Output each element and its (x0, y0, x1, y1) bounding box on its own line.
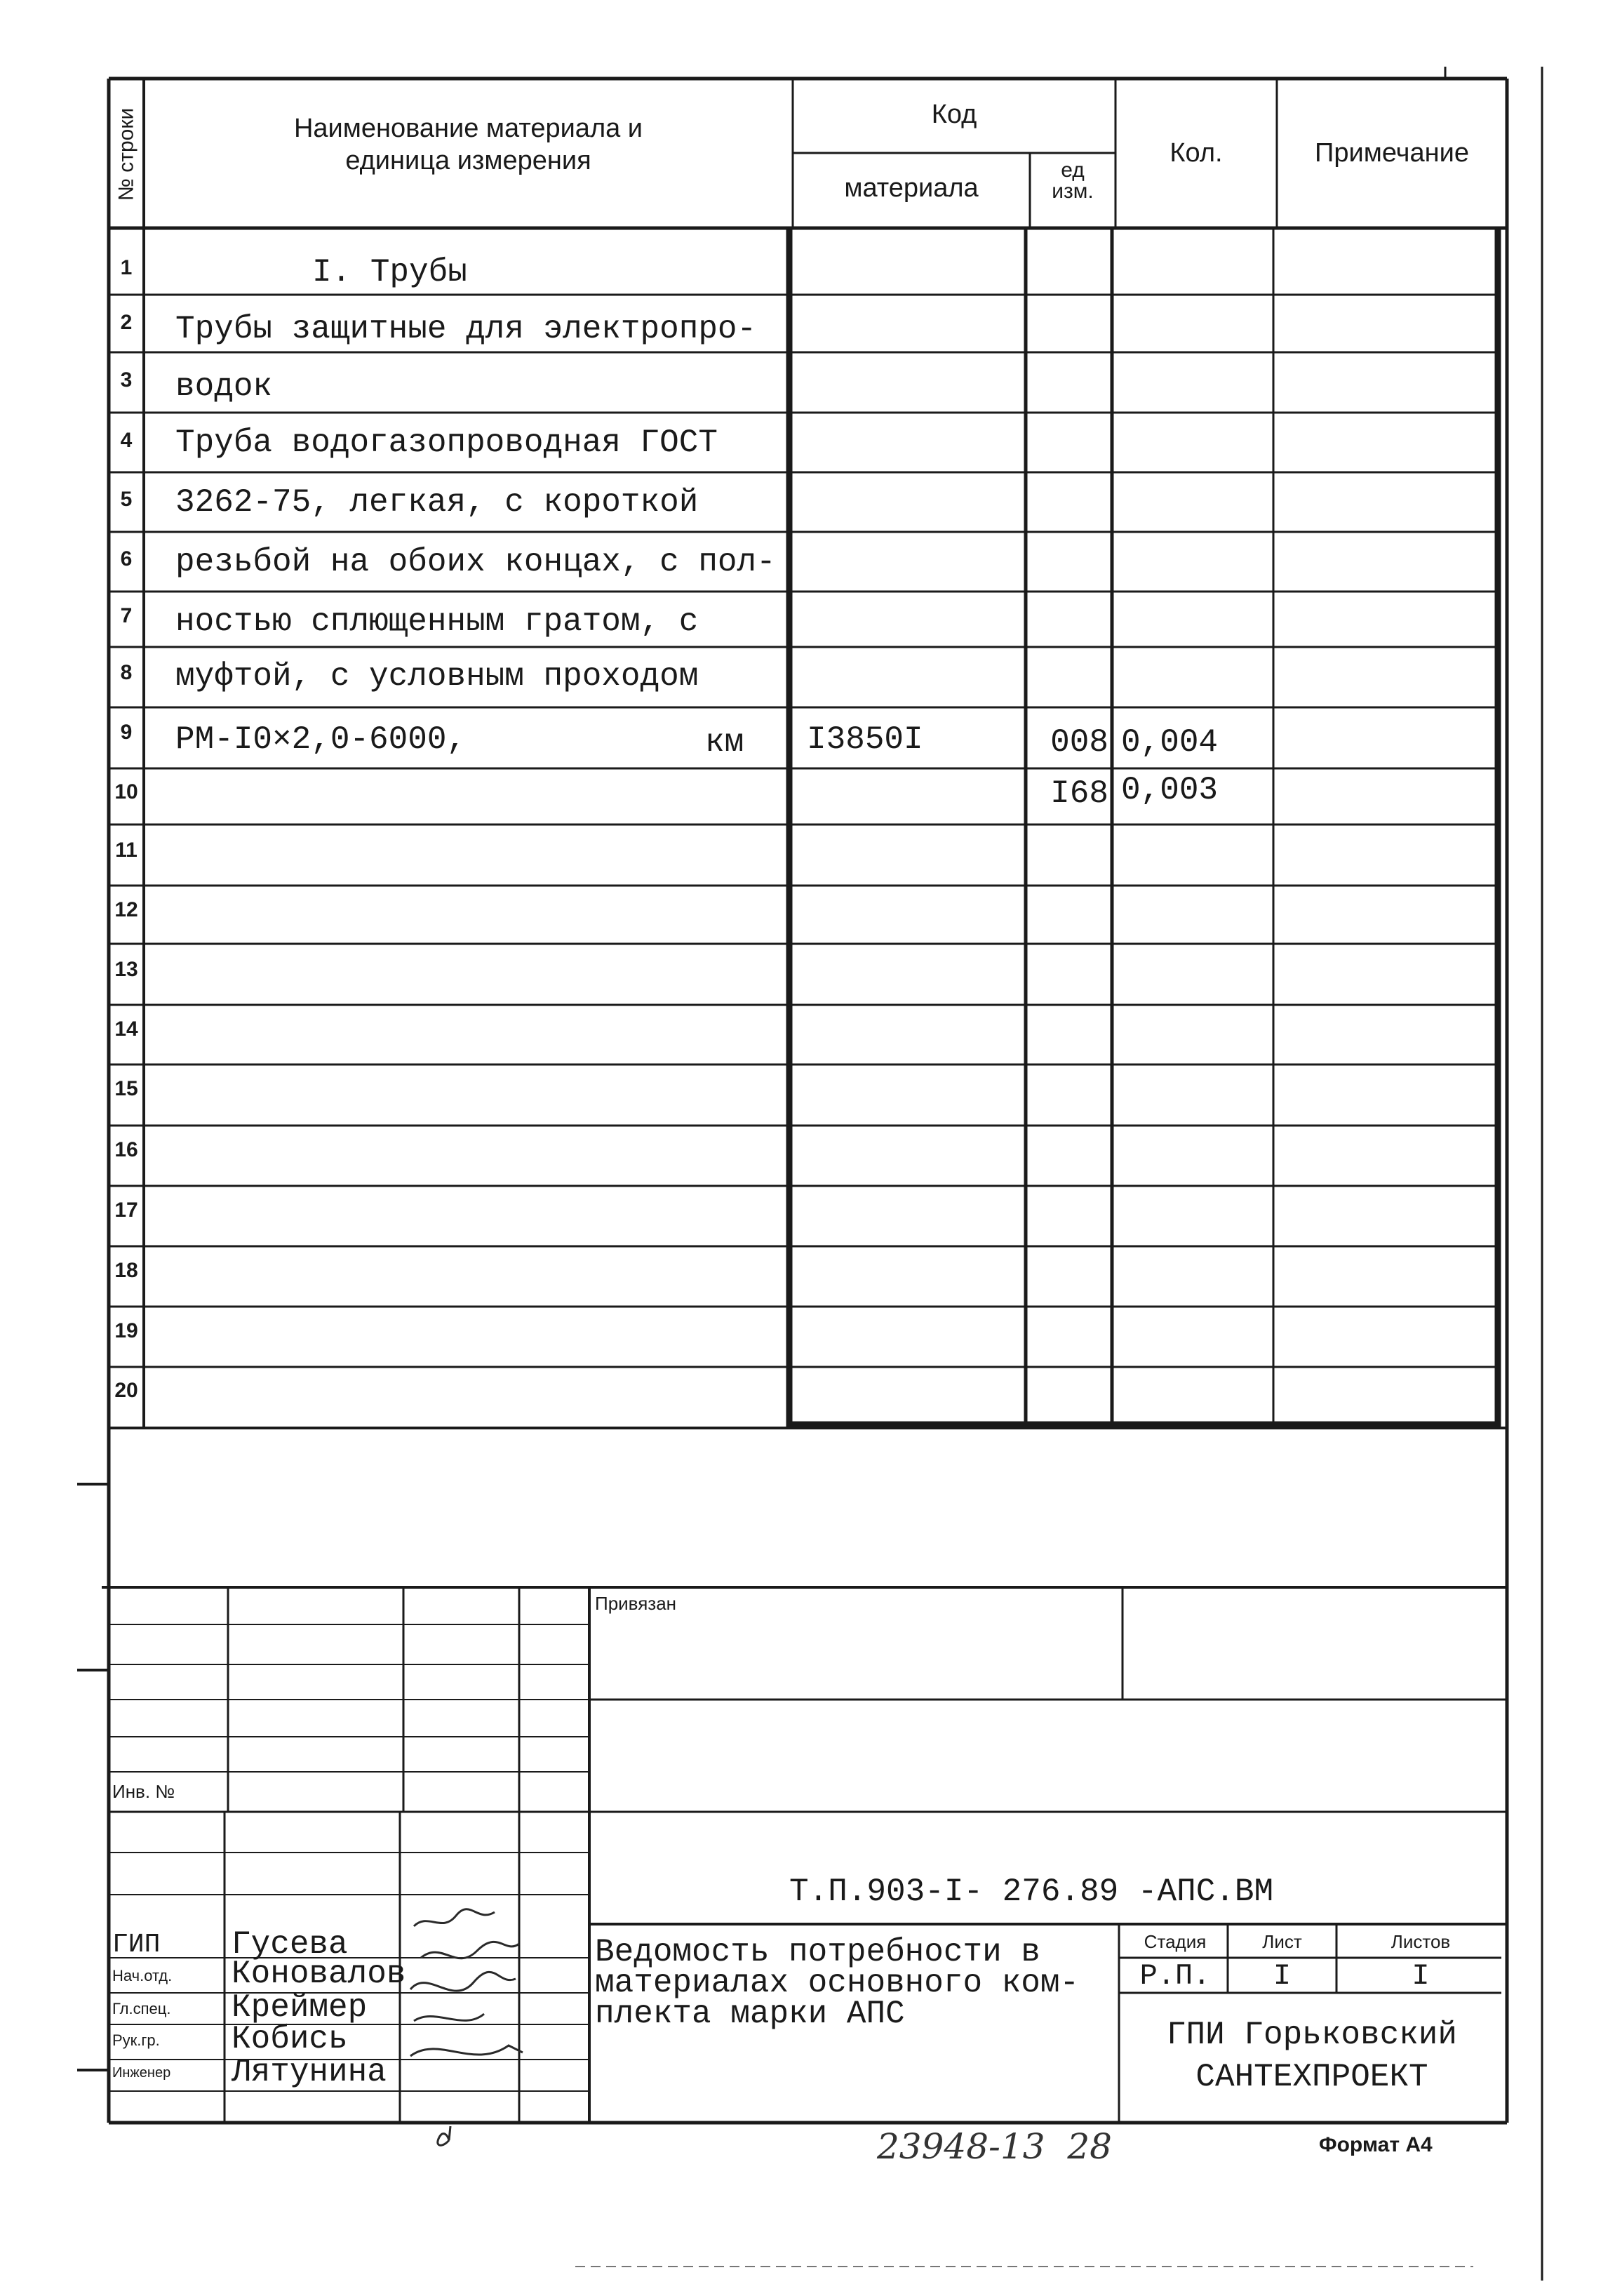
row-number: 18 (114, 1259, 138, 1282)
sheet-value: I (1273, 1959, 1292, 1993)
material-name: РМ-I0×2,0-6000, (175, 721, 467, 758)
person-name: Лятунина (232, 2054, 387, 2090)
person-name: Гусева (232, 1926, 348, 1963)
quantity-value: 0,004 (1121, 724, 1219, 761)
stage-label: Стадия (1144, 1931, 1207, 1952)
bound-label: Привязан (595, 1593, 677, 1614)
header-name: Наименование материала и единица измерения (293, 114, 643, 175)
sheets-value: I (1412, 1959, 1430, 1993)
material-code: I3850I (807, 721, 923, 758)
header-code-unit: ед изм. (1052, 159, 1094, 203)
role-label: Нач.отд. (112, 1967, 173, 1984)
header-note: Примечание (1315, 138, 1469, 168)
row-number: 7 (120, 604, 133, 627)
row-number: 20 (114, 1379, 138, 1402)
row-number: 5 (120, 488, 133, 511)
material-name: 3262-75, легкая, с короткой (175, 484, 699, 521)
archive-number: 23948-13 28 (877, 2126, 1112, 2167)
role-label: Инженер (112, 2065, 171, 2081)
document-code: Т.П.903-I- 276.89 -АПС.ВМ (789, 1874, 1274, 1910)
header-row-number: № строки (114, 107, 138, 201)
organization-name: ГПИ Горьковский САНТЕХПРОЕКТ (1166, 2017, 1458, 2095)
sheet-label: Лист (1262, 1931, 1302, 1952)
material-name: резьбой на обоих концах, с пол- (175, 544, 776, 580)
person-name: Креймер (232, 1989, 368, 2026)
row-number: 15 (114, 1077, 138, 1100)
row-number: 17 (114, 1199, 138, 1222)
document-description: Ведомость потребности в материалах основного ком- плекта марки АПС (595, 1934, 1080, 2032)
material-name: водок (175, 368, 273, 405)
row-number: 9 (120, 721, 133, 744)
sheets-label: Листов (1390, 1931, 1451, 1952)
row-number: 8 (120, 661, 133, 684)
person-name: Коновалов (232, 1956, 406, 1992)
material-name: Труба водогазопроводная ГОСТ (175, 425, 718, 461)
material-name: Трубы защитные для электропро- (175, 311, 757, 347)
unit-code: 008 (1050, 724, 1108, 761)
row-number: 4 (120, 429, 133, 452)
row-number: 16 (114, 1138, 138, 1161)
row-number: 6 (120, 547, 133, 570)
row-number: 3 (120, 368, 133, 392)
row-number: 19 (114, 1319, 138, 1342)
inventory-number-label: Инв. № (112, 1781, 175, 1802)
stage-value: Р.П. (1139, 1959, 1211, 1993)
row-number: 14 (114, 1017, 138, 1041)
material-name: ностью сплющенным гратом, с (175, 603, 699, 640)
unit-code: I68 (1050, 775, 1108, 812)
row-number: 2 (120, 311, 133, 334)
material-name: муфтой, с условным проходом (175, 658, 699, 695)
unit-label: км (705, 724, 744, 761)
quantity-value: 0,003 (1121, 772, 1219, 808)
role-label: Рук.гр. (112, 2031, 160, 2049)
row-number: 11 (115, 839, 138, 862)
header-code-material: материала (844, 173, 979, 203)
row-number: 13 (114, 958, 138, 981)
header-quantity: Кол. (1170, 138, 1223, 168)
row-number: 12 (114, 898, 138, 921)
material-name: I. Трубы (312, 254, 467, 291)
row-number: 10 (114, 780, 138, 803)
person-name: Кобись (232, 2021, 348, 2057)
header-code: Код (931, 100, 977, 129)
row-number: 1 (120, 256, 133, 279)
role-label: Гл.спец. (112, 2000, 171, 2017)
format-label: Формат А4 (1319, 2133, 1433, 2156)
role-label: ГИП (112, 1930, 161, 1960)
